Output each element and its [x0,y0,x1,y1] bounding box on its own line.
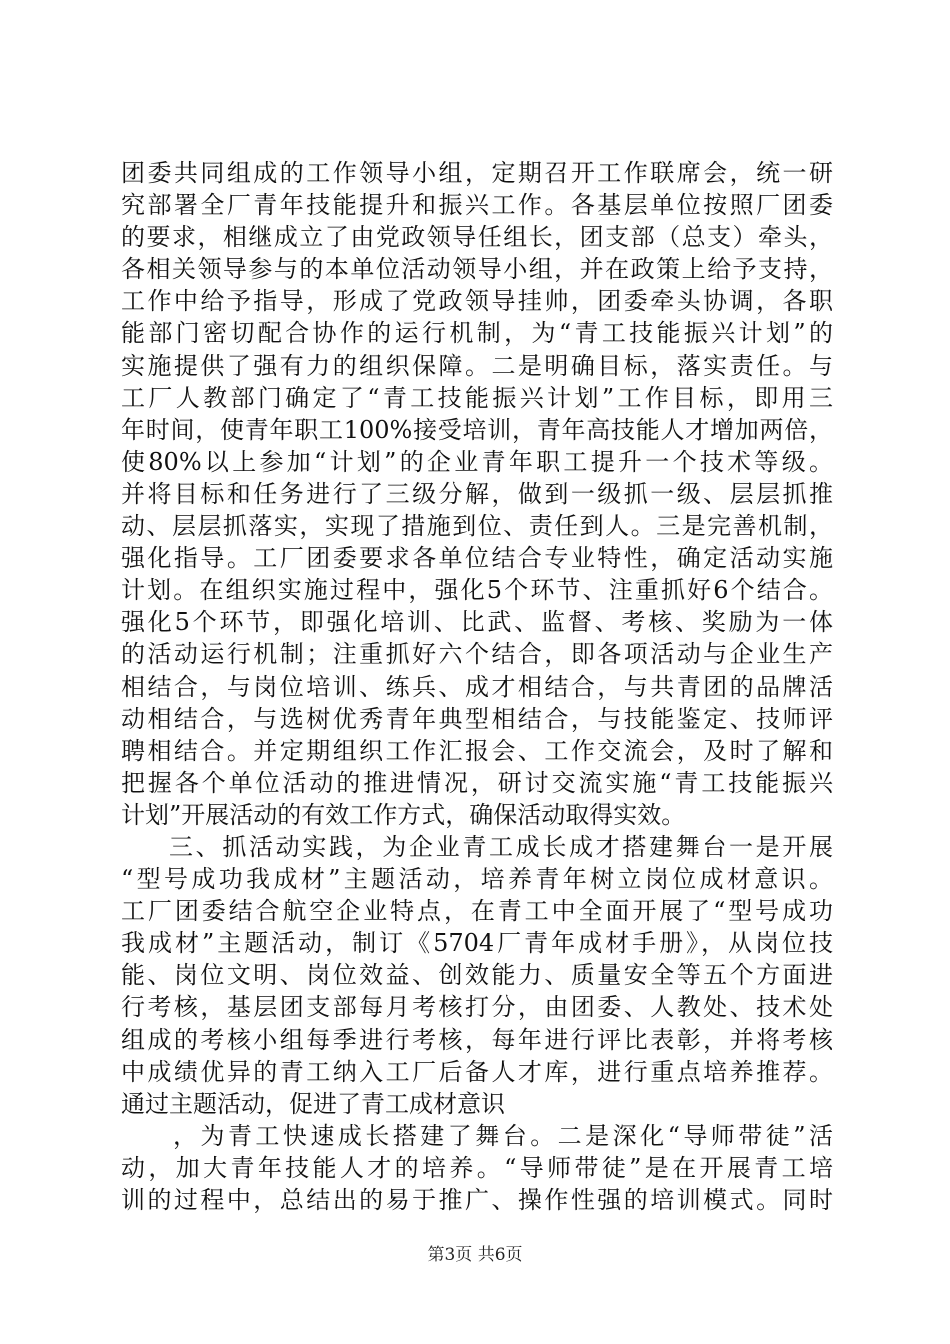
text-line: 各相关领导参与的本单位活动领导小组，并在政策上给予支持， [121,255,833,284]
text-line: 并将目标和任务进行了三级分解，做到一级抓一级、层层抓推 [121,479,833,508]
text-line: 通过主题活动，促进了青工成材意识 [121,1089,505,1118]
text-line: 行考核，基层团支部每月考核打分，由团委、人教处、技术处 [121,993,833,1022]
document-body [121,157,833,1216]
text-line: 能、岗位文明、岗位效益、创效能力、质量安全等五个方面进 [121,961,833,990]
text-line: 聘相结合。并定期组织工作汇报会、工作交流会，及时了解和 [121,736,833,765]
text-line: 强化指导。工厂团委要求各单位结合专业特性，确定活动实施 [121,544,833,573]
text-line: “型号成功我成材”主题活动，培养青年树立岗位成材意识。 [121,865,833,894]
text-line: 工厂人教部门确定了“青工技能振兴计划”工作目标，即用三 [121,383,833,412]
text-line: 团委共同组成的工作领导小组，定期召开工作联席会，统一研 [121,159,833,187]
text-line: ，为青工快速成长搭建了舞台。二是深化“导师带徒”活 [173,1121,833,1150]
page-footer: 第3页 共6页 [427,1245,523,1265]
text-line: 使80%以上参加“计划”的企业青年职工提升一个技术等级。 [121,447,833,476]
text-line: 训的过程中，总结出的易于推广、操作性强的培训模式。同时 [121,1186,833,1214]
text-line: 工作中给予指导，形成了党政领导挂帅，团委牵头协调，各职 [121,287,833,316]
text-line: 三、抓活动实践，为企业青工成长成才搭建舞台一是开展 [169,832,833,861]
text-line: 中成绩优异的青工纳入工厂后备人才库，进行重点培养推荐。 [121,1057,833,1086]
text-line: 年时间，使青年职工100%接受培训，青年高技能人才增加两倍， [121,415,833,444]
text-line: 的要求，相继成立了由党政领导任组长，团支部（总支）牵头， [121,223,833,252]
text-line: 究部署全厂青年技能提升和振兴工作。各基层单位按照厂团委 [121,191,833,220]
text-line: 把握各个单位活动的推进情况，研讨交流实施“青工技能振兴 [121,768,833,797]
text-line: 我成材”主题活动，制订《5704厂青年成材手册》，从岗位技 [121,929,833,958]
text-line: 计划。在组织实施过程中，强化5个环节、注重抓好6个结合。 [121,576,833,605]
text-line: 相结合，与岗位培训、练兵、成才相结合，与共青团的品牌活 [121,672,833,701]
text-line: 强化5个环节，即强化培训、比武、监督、考核、奖励为一体 [121,608,833,637]
text-line: 工厂团委结合航空企业特点，在青工中全面开展了“型号成功 [121,897,833,926]
text-line: 能部门密切配合协作的运行机制，为“青工技能振兴计划”的 [121,319,833,348]
text-line: 组成的考核小组每季进行考核，每年进行评比表彰，并将考核 [121,1025,833,1054]
text-line: 实施提供了强有力的组织保障。二是明确目标，落实责任。与 [121,351,833,380]
text-line: 的活动运行机制；注重抓好六个结合，即各项活动与企业生产 [121,640,833,669]
text-line: 动、层层抓落实，实现了措施到位、责任到人。三是完善机制， [121,512,833,541]
text-line: 动，加大青年技能人才的培养。“导师带徒”是在开展青工培 [121,1153,833,1182]
text-line: 动相结合，与选树优秀青年典型相结合，与技能鉴定、技师评 [121,704,833,733]
text-line: 计划”开展活动的有效工作方式，确保活动取得实效。 [121,800,686,829]
